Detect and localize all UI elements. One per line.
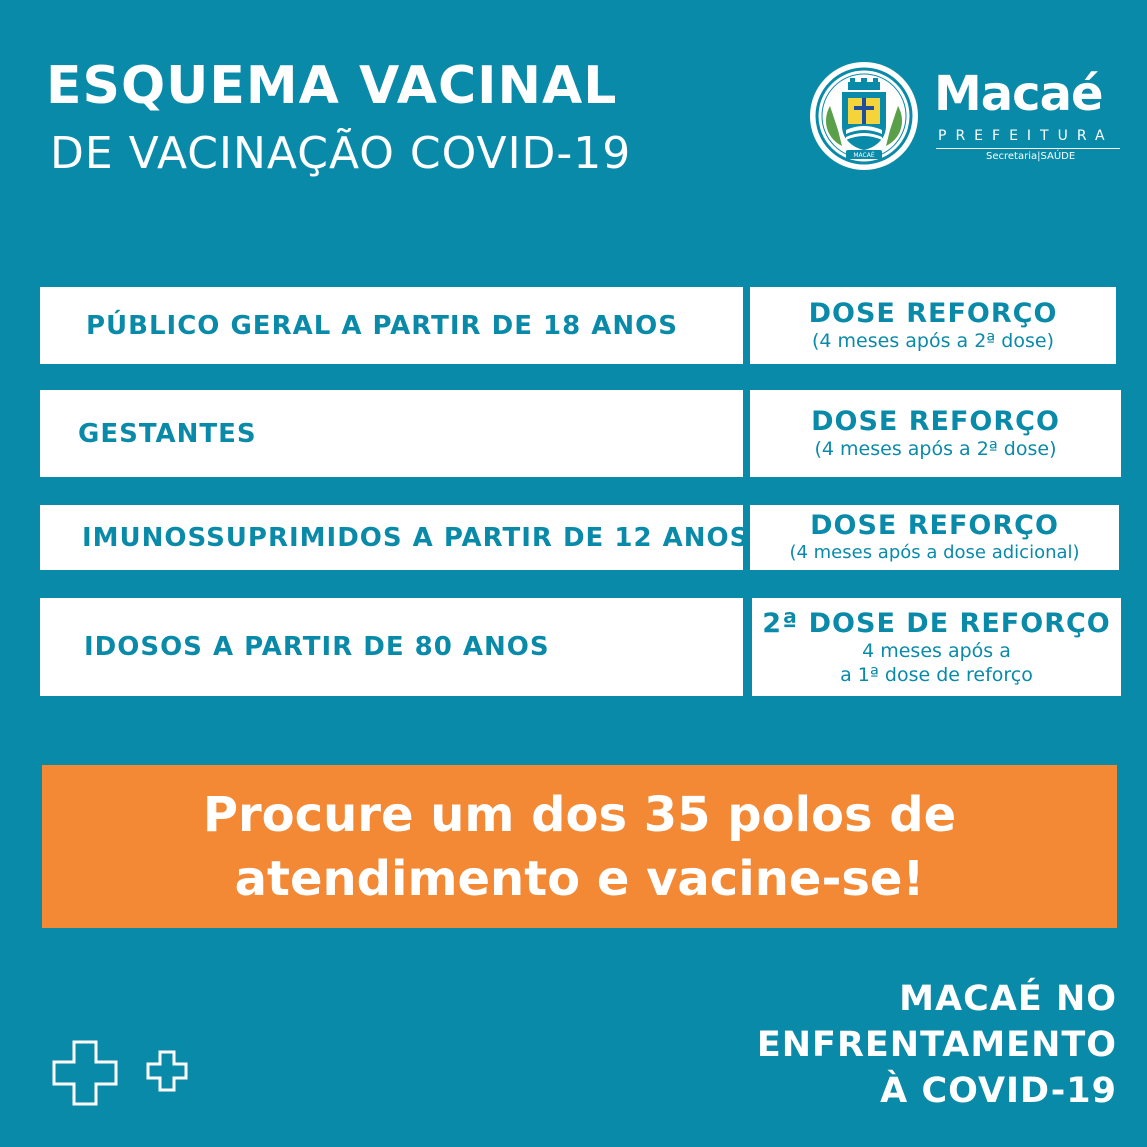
dose-note: (4 meses após a 2ª dose) [814,438,1057,460]
row-group-label: GESTANTES [78,418,257,449]
page-title: ESQUEMA VACINAL [46,56,618,116]
footer-line-3: À COVID-19 [880,1071,1117,1111]
row-dose-general-public [750,287,1116,364]
cta-banner [42,765,1117,928]
row-group-label: IMUNOSSUPRIMIDOS A PARTIR DE 12 ANOS [82,522,750,553]
footer-line-2: ENFRENTAMENTO [756,1025,1117,1065]
dose-note-2: a 1ª dose de reforço [840,663,1033,686]
page-subtitle: DE VACINAÇÃO COVID-19 [50,128,632,179]
plus-crosses-icon [52,1040,212,1110]
city-seal-icon [808,60,920,172]
footer-slogan [757,976,1117,1114]
row-group-elderly [40,598,743,696]
brand-department: Secretaria|SAÚDE [986,151,1076,162]
row-group-pregnant [40,390,743,477]
brand-subtitle: PREFEITURA [938,128,1114,144]
row-group-label: PÚBLICO GERAL A PARTIR DE 18 ANOS [86,310,678,341]
brand-name: Macaé [934,66,1103,122]
row-group-general-public [40,287,743,364]
footer-line-1: MACAÉ NO [899,979,1117,1019]
seal-text: MACAÉ [853,152,875,159]
prefeitura-logo [808,60,1128,170]
dose-note: (4 meses após a 2ª dose) [812,330,1054,352]
dose-title: DOSE REFORÇO [810,510,1059,541]
brand-divider [936,148,1120,149]
row-group-immunosuppressed [40,505,750,570]
dose-note: (4 meses após a dose adicional) [789,542,1080,563]
cta-line-2: atendimento e vacine-se! [234,850,925,907]
row-dose-elderly [752,598,1121,696]
cta-line-1: Procure um dos 35 polos de [202,786,957,843]
row-group-label: IDOSOS A PARTIR DE 80 ANOS [84,632,550,662]
dose-title: DOSE REFORÇO [808,298,1058,329]
row-dose-pregnant [750,390,1121,477]
row-dose-immunosuppressed [750,505,1119,570]
dose-title: DOSE REFORÇO [811,406,1060,437]
dose-note: 4 meses após a [862,639,1011,662]
dose-title: 2ª DOSE DE REFORÇO [762,607,1111,639]
